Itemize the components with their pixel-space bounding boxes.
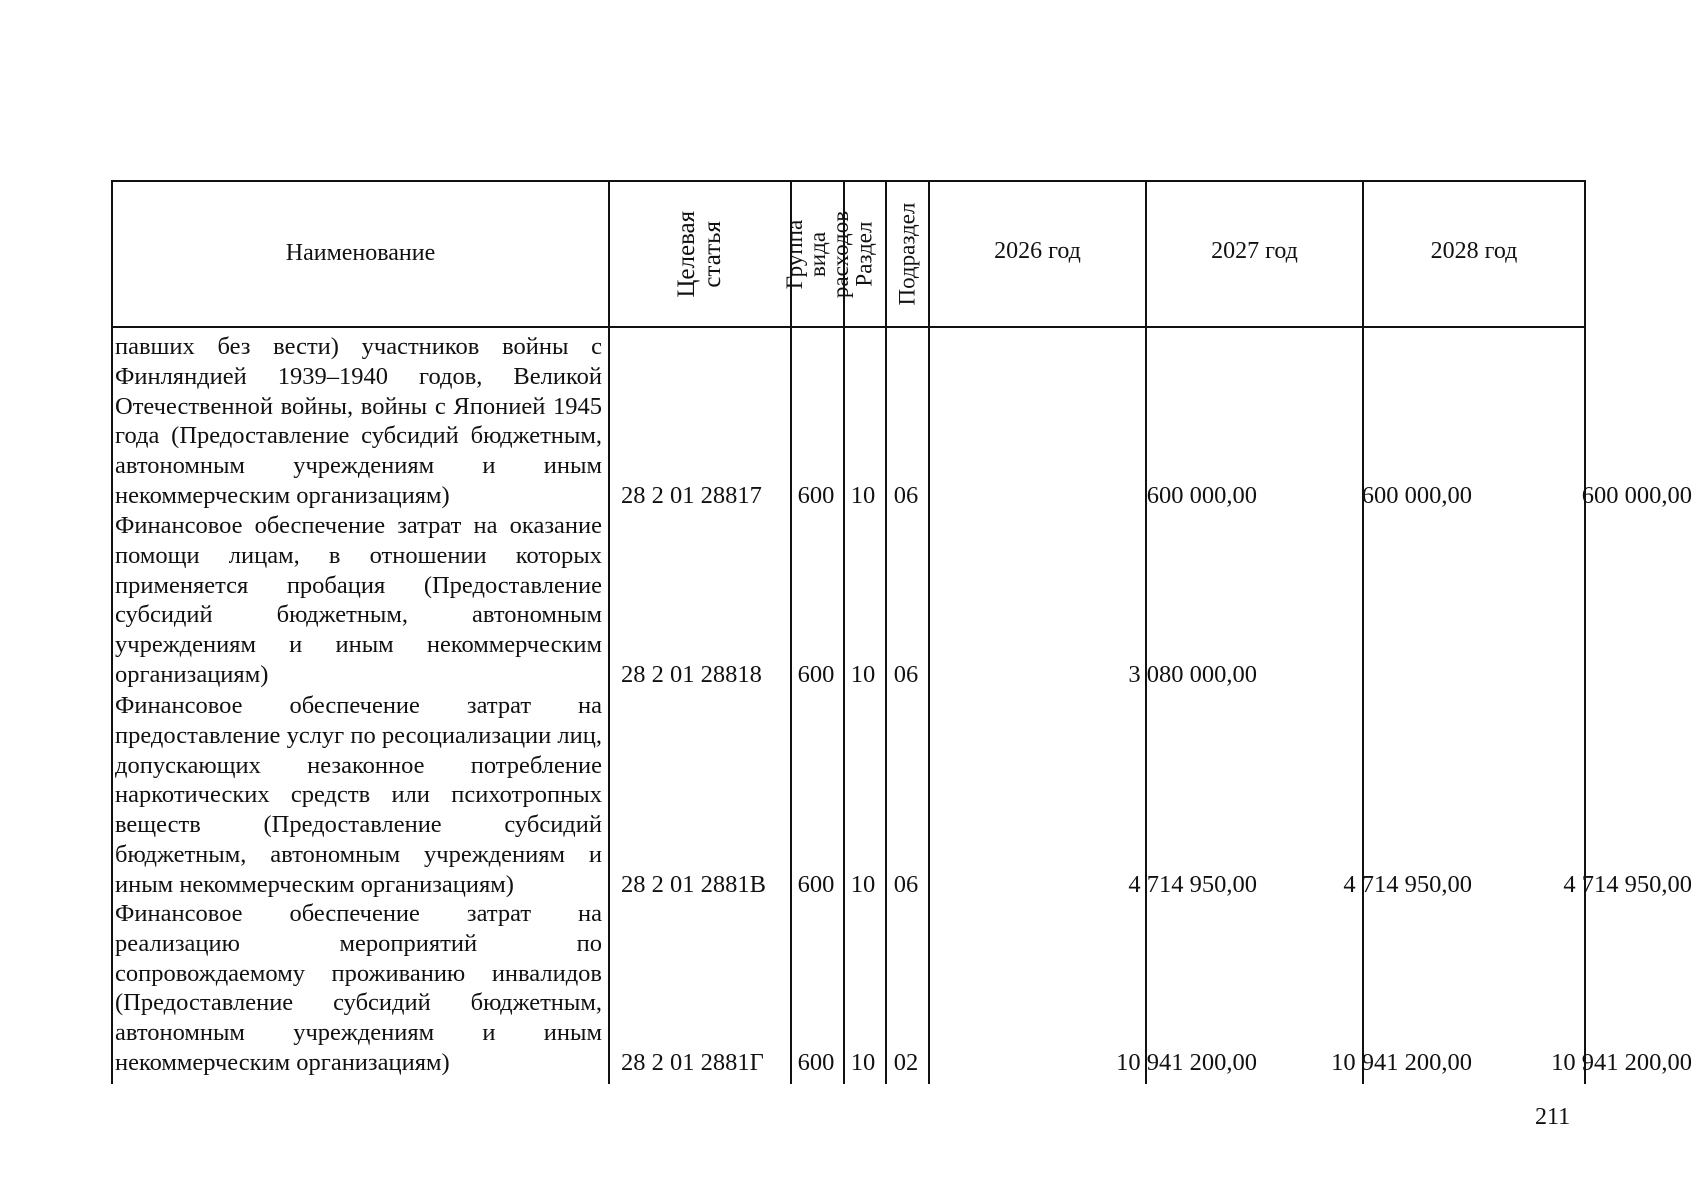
row-value-2027: 600 000,00 [1361,482,1472,509]
row-value-2028: 600 000,00 [1581,482,1692,509]
page-number: 211 [1535,1104,1571,1130]
row-target-code: 28 2 01 2881Г [621,1049,764,1076]
header-bottom-border [111,326,1586,328]
header-year-2026: 2026 год [994,238,1081,265]
row-value-2026: 4 714 950,00 [1128,871,1257,898]
header-year-2027: 2027 год [1211,238,1298,265]
row-target-code: 28 2 01 28818 [621,661,762,688]
row-name: Финансовое обеспечение затрат на предоставление услуг по ресоциализации лиц, допускающих незаконное потребление наркотических средств или психотропных веществ (Предоставление субсидий бюджетным, автономным учреждениям и иным некоммерческим организациям) [115,692,602,898]
row-expense-group: 600 [797,661,835,688]
row-target-code: 28 2 01 2881В [621,871,766,898]
header-expense-group: Группа вида расходов [782,210,854,298]
row-subsection: 06 [893,482,919,509]
row-target-code: 28 2 01 28817 [621,482,762,509]
row-name: Финансовое обеспечение затрат на реализацию мероприятий по сопровождаемому проживанию инвалидов (Предоставление субсидий бюджетным, автономным учреждениям и иным некоммерческим организациям) [115,900,602,1076]
header-year-2028: 2028 год [1430,238,1518,265]
row-value-2027: 10 941 200,00 [1331,1049,1472,1076]
row-section: 10 [850,661,876,688]
row-value-2028: 10 941 200,00 [1551,1049,1692,1076]
header-section: Раздел [851,221,877,287]
header-name: Наименование [285,240,436,267]
row-expense-group: 600 [797,871,835,898]
row-value-2027: 4 714 950,00 [1343,871,1472,898]
budget-table [111,180,1692,1084]
row-expense-group: 600 [797,1049,835,1076]
row-name: павших без вести) участников войны с Финляндией 1939–1940 годов, Великой Отечественной войны, войны с Японией 1945 года (Предоставление субсидий бюджетным, автономным учреждениям и иным некоммерческим организациям) [115,333,602,509]
row-subsection: 02 [893,1049,919,1076]
row-value-2026: 600 000,00 [1146,482,1257,509]
row-value-2028: 4 714 950,00 [1563,871,1692,898]
row-section: 10 [850,482,876,509]
row-expense-group: 600 [797,482,835,509]
header-subsection: Подраздел [894,202,920,306]
row-section: 10 [850,871,876,898]
row-subsection: 06 [893,871,919,898]
header-target-article: Целевая статья [672,210,726,298]
row-section: 10 [850,1049,876,1076]
row-subsection: 06 [893,661,919,688]
column-divider [1584,180,1586,1084]
row-value-2026: 3 080 000,00 [1128,661,1257,688]
row-value-2026: 10 941 200,00 [1116,1049,1257,1076]
row-name: Финансовое обеспечение затрат на оказание помощи лицам, в отношении которых применяется пробация (Предоставление субсидий бюджетным, автономным учреждениям и иным некоммерческим организациям) [115,512,602,688]
